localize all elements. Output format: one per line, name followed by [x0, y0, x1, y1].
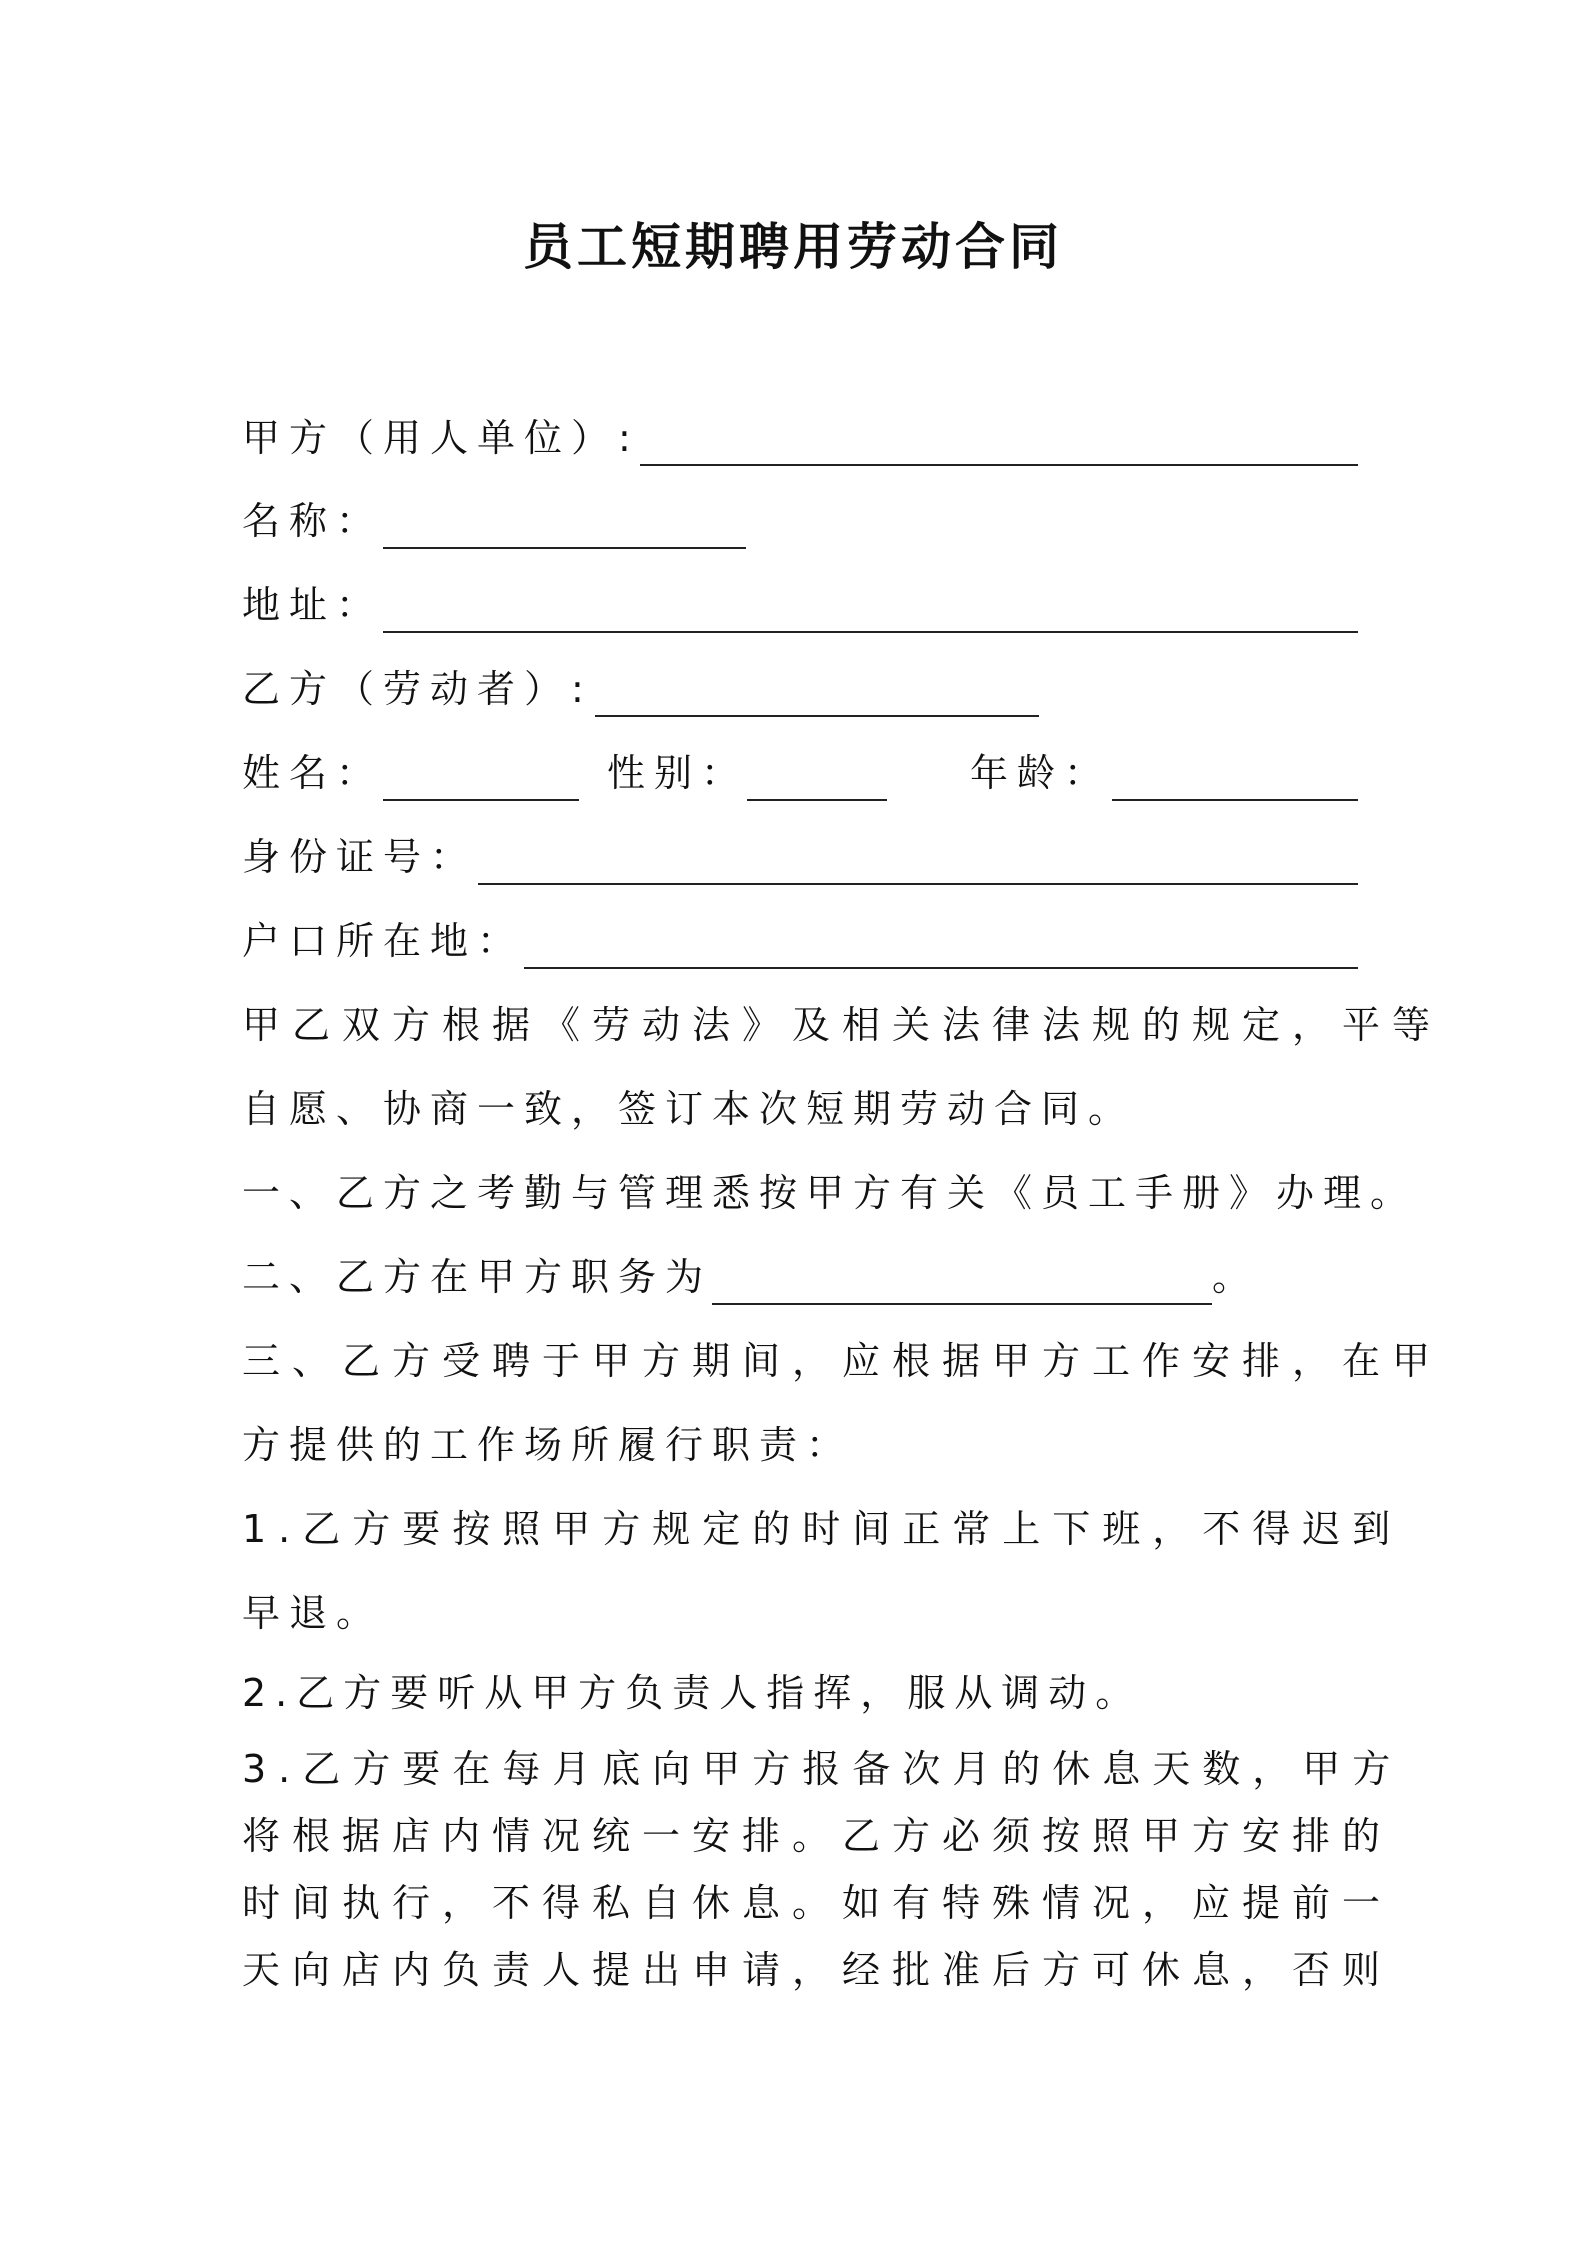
- party-b-name-label: 姓名：: [242, 751, 384, 795]
- clause-3-line-2: 方提供的工作场所履行职责：: [242, 1423, 854, 1467]
- item-2: 2.乙方要听从甲方负责人指挥，服从调动。: [242, 1671, 1143, 1715]
- item-1-line-1: 1.乙方要按照甲方规定的时间正常上下班，不得迟到: [242, 1507, 1403, 1551]
- party-b-label: 乙方（劳动者）:: [242, 667, 593, 711]
- document-title: 员工短期聘用劳动合同: [523, 218, 1063, 276]
- party-b-hukou-blank: [524, 967, 1358, 969]
- clause-3-line-1: 三、乙方受聘于甲方期间，应根据甲方工作安排，在甲: [242, 1339, 1443, 1383]
- party-b-id-blank: [478, 883, 1358, 885]
- party-a-address-blank: [383, 631, 1358, 633]
- clause-2-suffix: 。: [1212, 1255, 1260, 1299]
- preamble-line-1: 甲乙双方根据《劳动法》及相关法律法规的规定，平等: [242, 1003, 1443, 1047]
- party-a-address-label: 地址：: [242, 583, 384, 627]
- preamble-line-2: 自愿、协商一致，签订本次短期劳动合同。: [242, 1087, 1136, 1131]
- item-1-line-2: 早退。: [242, 1591, 384, 1635]
- party-a-name-label: 名称：: [242, 499, 384, 543]
- party-a-name-blank: [383, 547, 746, 549]
- party-a-label: 甲方（用人单位）:: [242, 416, 640, 460]
- item-3-line-2: 将根据店内情况统一安排。乙方必须按照甲方安排的: [242, 1814, 1393, 1858]
- party-b-gender-blank: [747, 799, 887, 801]
- party-b-age-blank: [1112, 799, 1358, 801]
- party-a-blank: [640, 464, 1358, 466]
- party-b-hukou-label: 户口所在地：: [242, 919, 525, 963]
- party-b-name-blank: [383, 799, 579, 801]
- clause-2-position-blank: [712, 1303, 1212, 1305]
- item-3-line-4: 天向店内负责人提出申请，经批准后方可休息，否则: [242, 1948, 1393, 1992]
- item-3-line-3: 时间执行，不得私自休息。如有特殊情况，应提前一: [242, 1881, 1393, 1925]
- party-b-gender-label: 性别：: [607, 751, 749, 795]
- item-3-line-1: 3.乙方要在每月底向甲方报备次月的休息天数，甲方: [242, 1747, 1403, 1791]
- party-b-blank: [595, 715, 1039, 717]
- party-b-age-label: 年龄：: [970, 751, 1112, 795]
- party-b-id-label: 身份证号：: [242, 835, 478, 879]
- clause-2-prefix: 二、乙方在甲方职务为: [242, 1255, 713, 1299]
- clause-1: 一、乙方之考勤与管理悉按甲方有关《员工手册》办理。: [242, 1171, 1418, 1215]
